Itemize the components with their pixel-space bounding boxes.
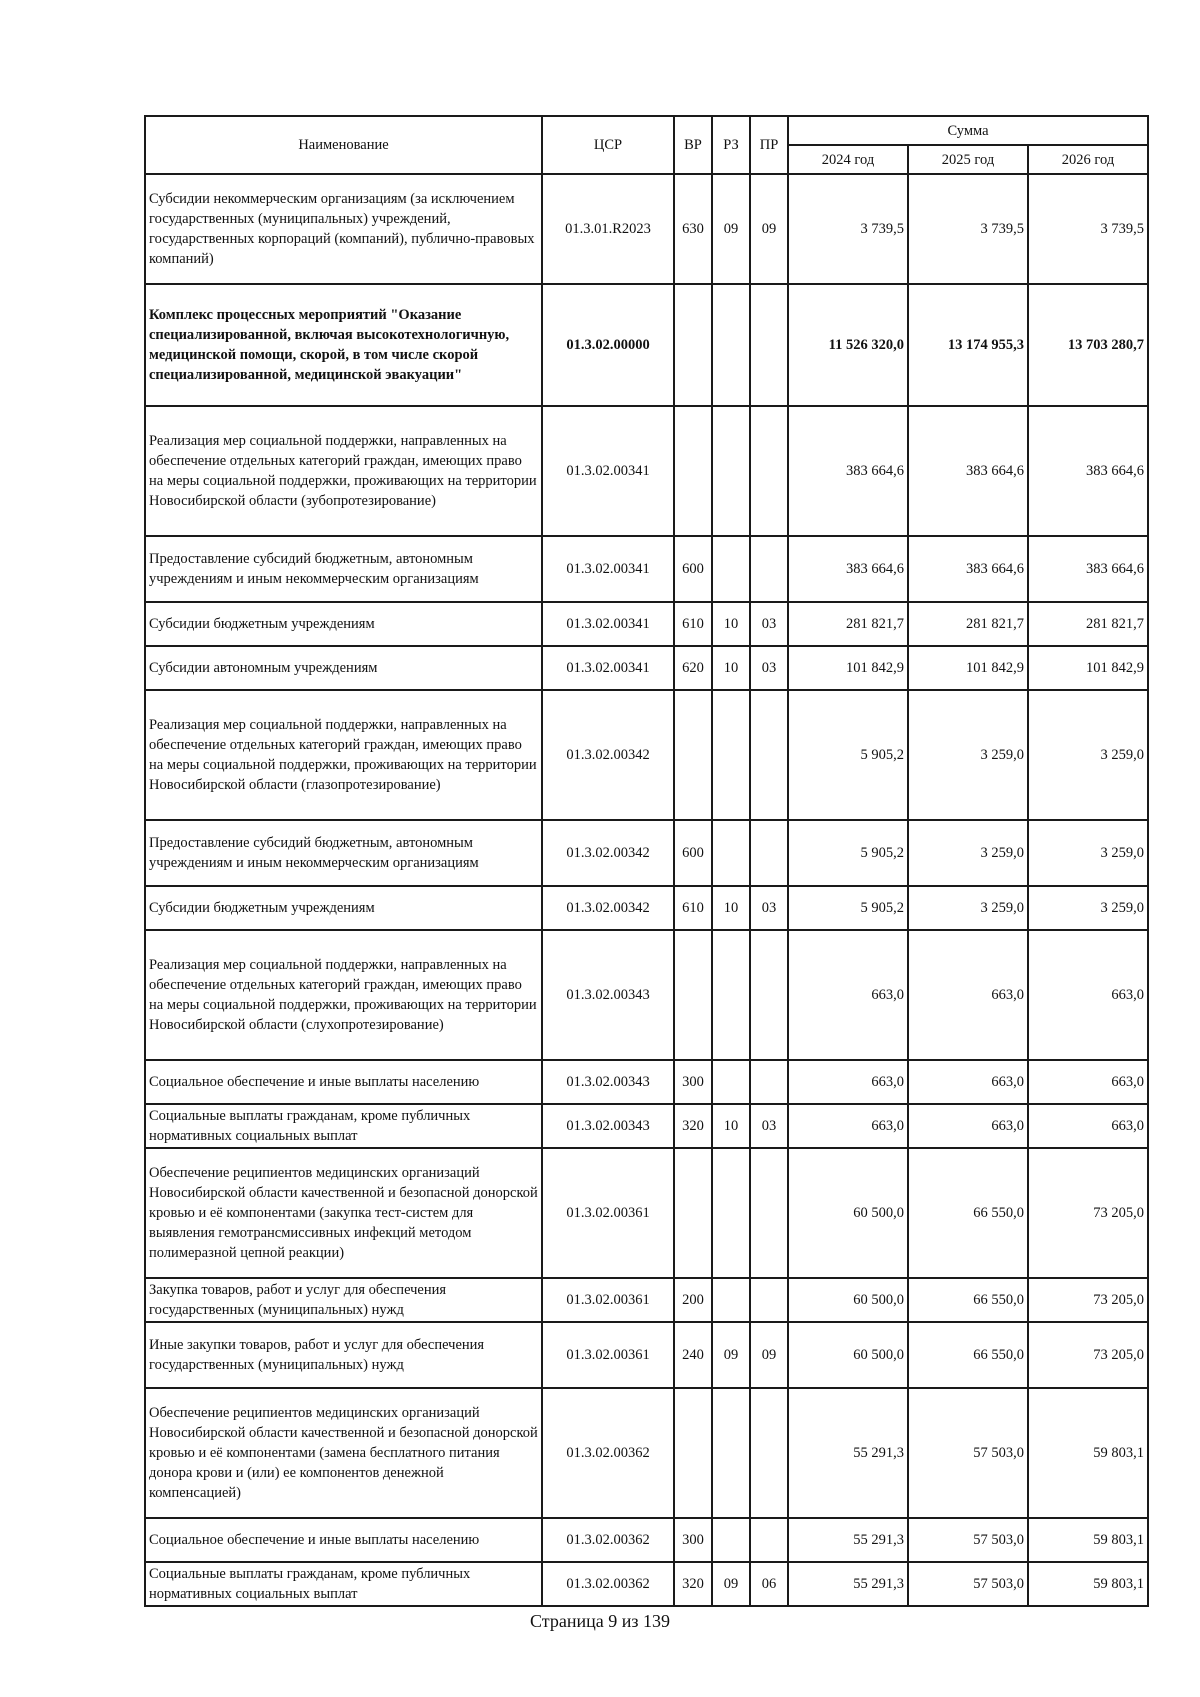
row-csr-cell: 01.3.02.00342	[542, 886, 674, 930]
row-sum-2026-cell: 73 205,0	[1028, 1148, 1148, 1278]
row-name-cell: Субсидии автономным учреждениям	[145, 646, 542, 690]
table-row	[145, 1562, 1148, 1606]
row-pr-cell	[750, 820, 788, 886]
row-sum-2024-cell: 5 905,2	[788, 820, 908, 886]
row-vr-cell: 610	[674, 602, 712, 646]
row-sum-2025-cell: 663,0	[908, 1060, 1028, 1104]
row-name-cell: Социальные выплаты гражданам, кроме публичных нормативных социальных выплат	[145, 1562, 542, 1606]
row-vr-cell: 300	[674, 1060, 712, 1104]
row-csr-cell: 01.3.02.00341	[542, 646, 674, 690]
row-vr-cell	[674, 930, 712, 1060]
row-sum-2026-cell: 383 664,6	[1028, 406, 1148, 536]
table-row	[145, 406, 1148, 536]
row-sum-2026-cell: 663,0	[1028, 1104, 1148, 1148]
row-sum-2024-cell: 5 905,2	[788, 690, 908, 820]
row-csr-cell: 01.3.02.00361	[542, 1278, 674, 1322]
row-csr-cell: 01.3.02.00342	[542, 820, 674, 886]
row-name-cell: Социальное обеспечение и иные выплаты населению	[145, 1060, 542, 1104]
row-csr-cell: 01.3.02.00343	[542, 1060, 674, 1104]
row-sum-2024-cell: 663,0	[788, 1104, 908, 1148]
row-csr-cell: 01.3.02.00362	[542, 1562, 674, 1606]
header-vr: ВР	[674, 116, 712, 174]
table-row	[145, 1148, 1148, 1278]
row-pr-cell: 09	[750, 1322, 788, 1388]
row-rz-cell	[712, 930, 750, 1060]
row-sum-2026-cell: 3 259,0	[1028, 886, 1148, 930]
row-csr-cell: 01.3.02.00361	[542, 1148, 674, 1278]
row-sum-2026-cell: 73 205,0	[1028, 1322, 1148, 1388]
row-rz-cell: 09	[712, 1322, 750, 1388]
row-sum-2026-cell: 3 259,0	[1028, 690, 1148, 820]
row-sum-2025-cell: 383 664,6	[908, 406, 1028, 536]
row-sum-2026-cell: 13 703 280,7	[1028, 284, 1148, 406]
row-name-cell: Субсидии бюджетным учреждениям	[145, 602, 542, 646]
row-vr-cell: 300	[674, 1518, 712, 1562]
row-name-cell: Социальное обеспечение и иные выплаты населению	[145, 1518, 542, 1562]
row-sum-2025-cell: 66 550,0	[908, 1322, 1028, 1388]
row-sum-2025-cell: 66 550,0	[908, 1148, 1028, 1278]
table-row	[145, 1388, 1148, 1518]
row-pr-cell	[750, 406, 788, 536]
table-row	[145, 690, 1148, 820]
row-sum-2025-cell: 383 664,6	[908, 536, 1028, 602]
row-vr-cell: 240	[674, 1322, 712, 1388]
row-rz-cell	[712, 690, 750, 820]
row-sum-2024-cell: 55 291,3	[788, 1562, 908, 1606]
table-row	[145, 886, 1148, 930]
table-row	[145, 536, 1148, 602]
row-sum-2025-cell: 13 174 955,3	[908, 284, 1028, 406]
row-csr-cell: 01.3.02.00362	[542, 1518, 674, 1562]
row-pr-cell	[750, 536, 788, 602]
row-pr-cell: 03	[750, 1104, 788, 1148]
row-pr-cell	[750, 690, 788, 820]
row-sum-2026-cell: 59 803,1	[1028, 1388, 1148, 1518]
row-rz-cell	[712, 1060, 750, 1104]
row-sum-2024-cell: 60 500,0	[788, 1278, 908, 1322]
row-name-cell: Иные закупки товаров, работ и услуг для обеспечения государственных (муниципальных) нужд	[145, 1322, 542, 1388]
table-body	[145, 174, 1148, 1606]
header-year-2024: 2024 год	[788, 145, 908, 174]
row-sum-2025-cell: 101 842,9	[908, 646, 1028, 690]
row-sum-2024-cell: 55 291,3	[788, 1518, 908, 1562]
row-pr-cell	[750, 1278, 788, 1322]
row-name-cell: Реализация мер социальной поддержки, направленных на обеспечение отдельных категорий граждан, имеющих право на меры социальной поддержки, проживающих на территории Новосибирской области (слухопротезирование)	[145, 930, 542, 1060]
header-rz: РЗ	[712, 116, 750, 174]
row-sum-2024-cell: 663,0	[788, 930, 908, 1060]
row-sum-2026-cell: 663,0	[1028, 1060, 1148, 1104]
table-row	[145, 602, 1148, 646]
row-sum-2025-cell: 3 259,0	[908, 886, 1028, 930]
table-row	[145, 1322, 1148, 1388]
row-sum-2026-cell: 663,0	[1028, 930, 1148, 1060]
row-name-cell: Обеспечение реципиентов медицинских организаций Новосибирской области качественной и безопасной донорской кровью и её компонентами (замена бесплатного питания донора крови и (или) ее компонентов денежной компенсацией)	[145, 1388, 542, 1518]
row-vr-cell: 320	[674, 1562, 712, 1606]
row-sum-2024-cell: 383 664,6	[788, 406, 908, 536]
row-pr-cell: 06	[750, 1562, 788, 1606]
row-sum-2026-cell: 101 842,9	[1028, 646, 1148, 690]
row-rz-cell	[712, 536, 750, 602]
table-row	[145, 1104, 1148, 1148]
table-header	[145, 116, 1148, 174]
row-name-cell: Закупка товаров, работ и услуг для обеспечения государственных (муниципальных) нужд	[145, 1278, 542, 1322]
row-rz-cell	[712, 820, 750, 886]
row-csr-cell: 01.3.02.00341	[542, 536, 674, 602]
row-sum-2025-cell: 3 259,0	[908, 690, 1028, 820]
row-sum-2026-cell: 3 259,0	[1028, 820, 1148, 886]
row-rz-cell	[712, 1278, 750, 1322]
row-name-cell: Предоставление субсидий бюджетным, автономным учреждениям и иным некоммерческим организациям	[145, 820, 542, 886]
row-sum-2024-cell: 5 905,2	[788, 886, 908, 930]
row-name-cell: Реализация мер социальной поддержки, направленных на обеспечение отдельных категорий граждан, имеющих право на меры социальной поддержки, проживающих на территории Новосибирской области (зубопротезирование)	[145, 406, 542, 536]
row-pr-cell: 03	[750, 886, 788, 930]
row-csr-cell: 01.3.02.00361	[542, 1322, 674, 1388]
row-sum-2024-cell: 281 821,7	[788, 602, 908, 646]
row-vr-cell: 600	[674, 536, 712, 602]
header-name: Наименование	[145, 116, 542, 174]
row-vr-cell	[674, 690, 712, 820]
row-name-cell: Комплекс процессных мероприятий "Оказание специализированной, включая высокотехнологичную, медицинской помощи, скорой, в том числе скорой специализированной, медицинской эвакуации"	[145, 284, 542, 406]
row-rz-cell: 09	[712, 1562, 750, 1606]
row-sum-2026-cell: 383 664,6	[1028, 536, 1148, 602]
row-sum-2025-cell: 66 550,0	[908, 1278, 1028, 1322]
row-pr-cell	[750, 1060, 788, 1104]
row-rz-cell	[712, 284, 750, 406]
row-rz-cell: 10	[712, 886, 750, 930]
header-csr: ЦСР	[542, 116, 674, 174]
row-sum-2025-cell: 57 503,0	[908, 1518, 1028, 1562]
row-sum-2026-cell: 59 803,1	[1028, 1518, 1148, 1562]
header-pr: ПР	[750, 116, 788, 174]
row-pr-cell	[750, 284, 788, 406]
row-sum-2024-cell: 55 291,3	[788, 1388, 908, 1518]
row-pr-cell	[750, 1148, 788, 1278]
row-vr-cell	[674, 1148, 712, 1278]
header-year-2026: 2026 год	[1028, 145, 1148, 174]
row-pr-cell: 09	[750, 174, 788, 284]
row-rz-cell	[712, 1518, 750, 1562]
row-sum-2024-cell: 11 526 320,0	[788, 284, 908, 406]
header-year-2025: 2025 год	[908, 145, 1028, 174]
row-sum-2024-cell: 3 739,5	[788, 174, 908, 284]
row-csr-cell: 01.3.02.00342	[542, 690, 674, 820]
row-csr-cell: 01.3.02.00343	[542, 1104, 674, 1148]
row-sum-2024-cell: 60 500,0	[788, 1322, 908, 1388]
header-sum: Сумма	[788, 116, 1148, 145]
row-csr-cell: 01.3.01.R2023	[542, 174, 674, 284]
row-name-cell: Субсидии некоммерческим организациям (за исключением государственных (муниципальных) учреждений, государственных корпораций (компаний), публично-правовых компаний)	[145, 174, 542, 284]
row-sum-2025-cell: 281 821,7	[908, 602, 1028, 646]
row-vr-cell	[674, 284, 712, 406]
table-row	[145, 284, 1148, 406]
row-sum-2024-cell: 101 842,9	[788, 646, 908, 690]
row-sum-2025-cell: 663,0	[908, 930, 1028, 1060]
row-csr-cell: 01.3.02.00343	[542, 930, 674, 1060]
row-sum-2025-cell: 663,0	[908, 1104, 1028, 1148]
row-pr-cell	[750, 930, 788, 1060]
row-pr-cell: 03	[750, 602, 788, 646]
row-sum-2025-cell: 3 259,0	[908, 820, 1028, 886]
row-pr-cell: 03	[750, 646, 788, 690]
row-name-cell: Реализация мер социальной поддержки, направленных на обеспечение отдельных категорий граждан, имеющих право на меры социальной поддержки, проживающих на территории Новосибирской области (глазопротезирование)	[145, 690, 542, 820]
row-rz-cell	[712, 1148, 750, 1278]
table-row	[145, 1278, 1148, 1322]
row-name-cell: Социальные выплаты гражданам, кроме публичных нормативных социальных выплат	[145, 1104, 542, 1148]
table-row	[145, 930, 1148, 1060]
row-csr-cell: 01.3.02.00341	[542, 406, 674, 536]
row-name-cell: Обеспечение реципиентов медицинских организаций Новосибирской области качественной и безопасной донорской кровью и её компонентами (закупка тест-систем для выявления гемотрансмиссивных инфекций методом полимеразной цепной реакции)	[145, 1148, 542, 1278]
table-row	[145, 1518, 1148, 1562]
row-rz-cell: 10	[712, 602, 750, 646]
row-sum-2026-cell: 3 739,5	[1028, 174, 1148, 284]
row-vr-cell: 630	[674, 174, 712, 284]
row-csr-cell: 01.3.02.00000	[542, 284, 674, 406]
row-sum-2026-cell: 281 821,7	[1028, 602, 1148, 646]
row-sum-2026-cell: 73 205,0	[1028, 1278, 1148, 1322]
row-rz-cell: 10	[712, 1104, 750, 1148]
row-sum-2024-cell: 663,0	[788, 1060, 908, 1104]
table-row	[145, 646, 1148, 690]
row-name-cell: Предоставление субсидий бюджетным, автономным учреждениям и иным некоммерческим организациям	[145, 536, 542, 602]
row-vr-cell: 620	[674, 646, 712, 690]
row-csr-cell: 01.3.02.00341	[542, 602, 674, 646]
row-rz-cell: 10	[712, 646, 750, 690]
row-sum-2025-cell: 57 503,0	[908, 1388, 1028, 1518]
table-row	[145, 1060, 1148, 1104]
row-vr-cell: 320	[674, 1104, 712, 1148]
row-vr-cell	[674, 1388, 712, 1518]
row-vr-cell: 610	[674, 886, 712, 930]
row-pr-cell	[750, 1388, 788, 1518]
row-vr-cell: 200	[674, 1278, 712, 1322]
row-sum-2024-cell: 60 500,0	[788, 1148, 908, 1278]
row-sum-2025-cell: 3 739,5	[908, 174, 1028, 284]
row-vr-cell: 600	[674, 820, 712, 886]
budget-table	[144, 115, 1149, 1607]
row-rz-cell: 09	[712, 174, 750, 284]
row-sum-2026-cell: 59 803,1	[1028, 1562, 1148, 1606]
table-row	[145, 174, 1148, 284]
row-rz-cell	[712, 406, 750, 536]
table-row	[145, 820, 1148, 886]
row-pr-cell	[750, 1518, 788, 1562]
row-sum-2024-cell: 383 664,6	[788, 536, 908, 602]
row-name-cell: Субсидии бюджетным учреждениям	[145, 886, 542, 930]
row-sum-2025-cell: 57 503,0	[908, 1562, 1028, 1606]
row-csr-cell: 01.3.02.00362	[542, 1388, 674, 1518]
page-number: Страница 9 из 139	[530, 1611, 670, 1631]
row-vr-cell	[674, 406, 712, 536]
row-rz-cell	[712, 1388, 750, 1518]
